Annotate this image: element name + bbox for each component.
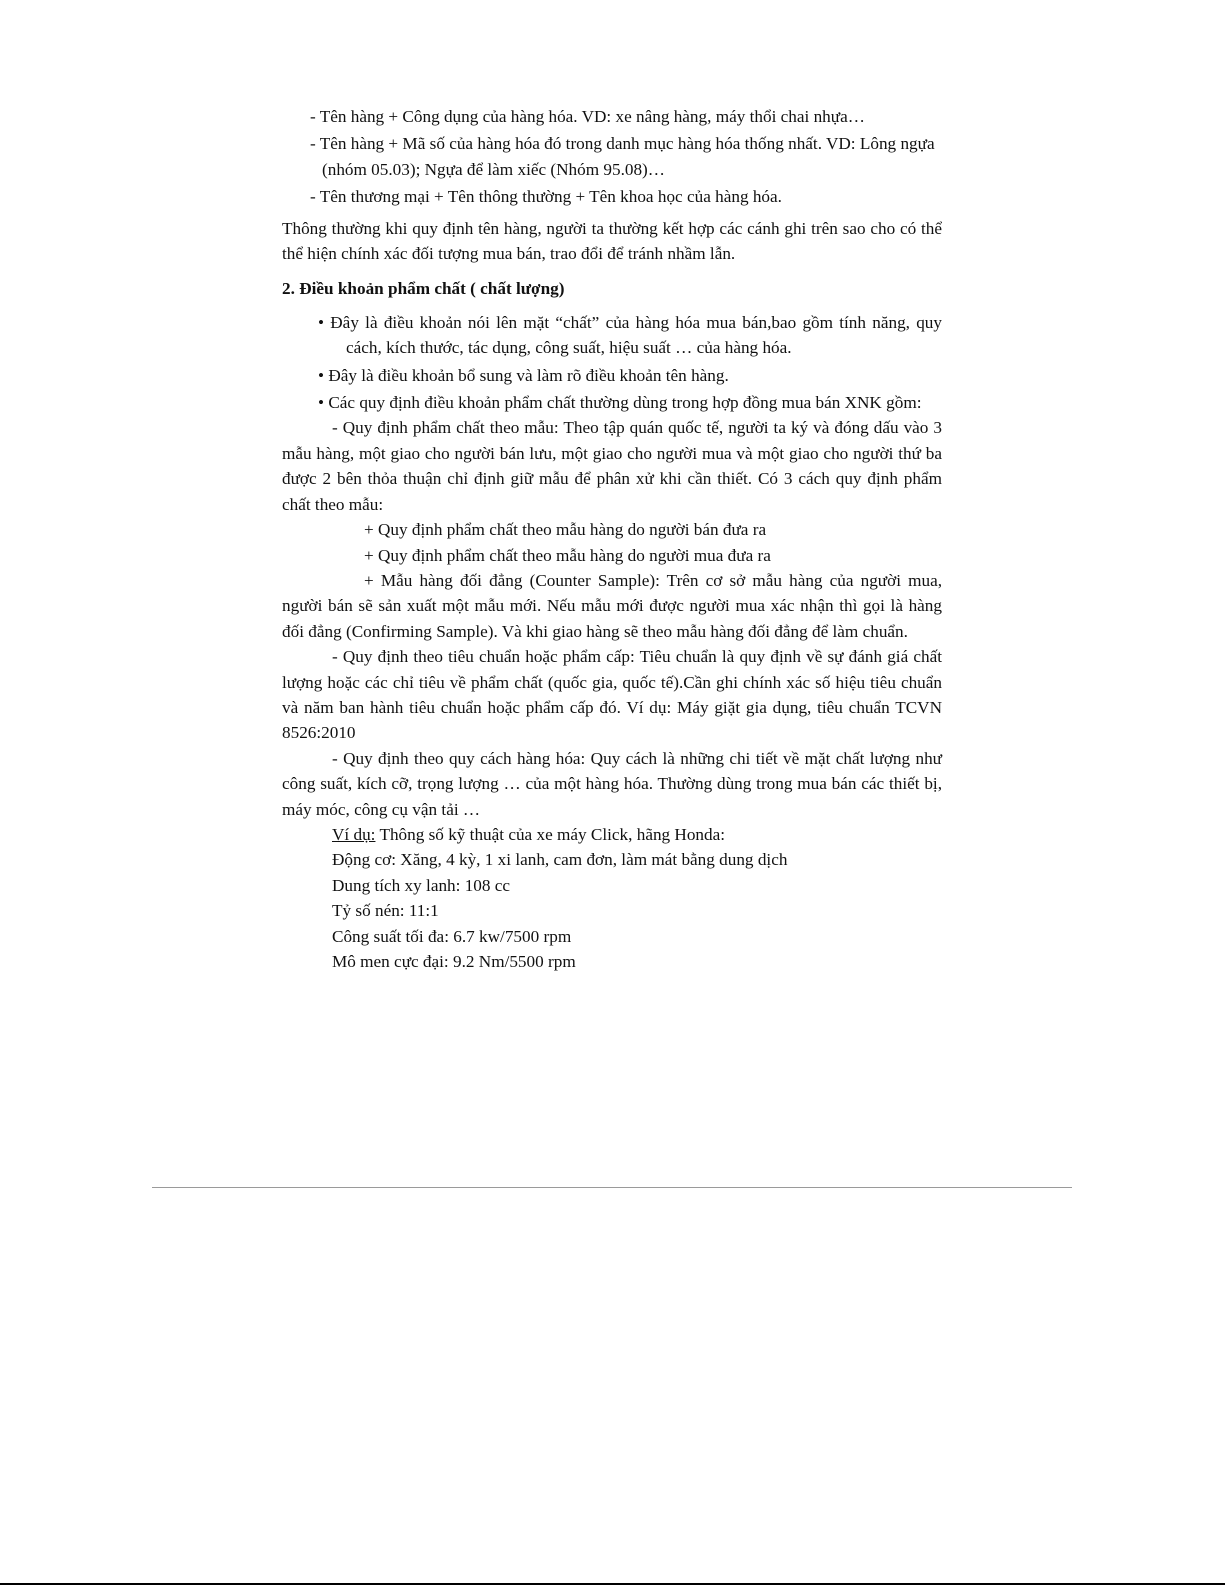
spec-line: Công suất tối đa: 6.7 kw/7500 rpm (332, 926, 572, 946)
spec-rule-paragraph: - Quy định theo quy cách hàng hóa: Quy cách là những chi tiết về mặt chất lượng như công suất, kích cỡ, trọng lượng … của một hàng hóa. Thường dùng trong mua bán các thiết bị, máy móc, công cụ vận tải … (282, 748, 942, 819)
bullet-item: • Đây là điều khoản nói lên mặt “chất” của hàng hóa mua bán,bao gồm tính năng, quy cách, kích thước, tác dụng, công suất, hiệu suất … của hàng hóa. (318, 312, 942, 358)
spec-line: Tỷ số nén: 11:1 (332, 901, 439, 921)
example-line (282, 822, 942, 847)
list-item: - Tên hàng + Mã số của hàng hóa đó trong danh mục hàng hóa thống nhất. VD: Lông ngựa (nhóm 05.03); Ngựa để làm xiếc (Nhóm 95.08)… (310, 134, 935, 179)
bullet-item: • Đây là điều khoản bổ sung và làm rõ điều khoản tên hàng. (318, 365, 729, 385)
sample-rule-paragraph: - Quy định phẩm chất theo mẫu: Theo tập quán quốc tế, người ta ký và đóng dấu vào 3 mẫu hàng, một giao cho người bán lưu, một giao cho người mua và một giao cho người thứ ba được 2 bên thỏa thuận chỉ định giữ mẫu để phân xử khi cần thiết. Có 3 cách quy định phẩm chất theo mẫu: (282, 418, 942, 514)
list-item: - Tên hàng + Công dụng của hàng hóa. VD: xe nâng hàng, máy thổi chai nhựa… (310, 107, 865, 126)
bullet-item: • Các quy định điều khoản phẩm chất thường dùng trong hợp đồng mua bán XNK gồm: (318, 393, 922, 413)
sample-method-item: + Quy định phẩm chất theo mẫu hàng do người mua đưa ra (364, 545, 771, 565)
standard-rule-paragraph: - Quy định theo tiêu chuẩn hoặc phẩm cấp: Tiêu chuẩn là quy định về sự đánh giá chất lượng hoặc các chỉ tiêu về phẩm chất (quốc gia, quốc tế).Cần ghi chính xác số hiệu tiêu chuẩn và năm ban hành tiêu chuẩn hoặc phẩm cấp đó. Ví dụ: Máy giặt gia dụng, tiêu chuẩn TCVN 8526:2010 (282, 647, 942, 743)
intro-paragraph: Thông thường khi quy định tên hàng, người ta thường kết hợp các cánh ghi trên sao cho có thể thể hiện chính xác đối tượng mua bán, trao đổi để tránh nhầm lẫn. (282, 218, 942, 264)
spec-line: Dung tích xy lanh: 108 cc (332, 875, 511, 895)
example-label: Ví dụ: (332, 824, 376, 844)
spec-line: Mô men cực đại: 9.2 Nm/5500 rpm (332, 952, 576, 971)
sample-method-item: + Quy định phẩm chất theo mẫu hàng do người bán đưa ra (364, 520, 767, 540)
page-divider (152, 1187, 1072, 1188)
spec-line: Động cơ: Xăng, 4 kỳ, 1 xi lanh, cam đơn, làm mát bằng dung dịch (332, 850, 788, 870)
counter-sample-paragraph: + Mẫu hàng đối đẳng (Counter Sample): Trên cơ sở mẫu hàng của người mua, người bán sẽ sản xuất một mẫu mới. Nếu mẫu mới được người mua xác nhận thì gọi là hàng đối đẳng (Confirming Sample). Và khi giao hàng sẽ theo mẫu hàng đối đẳng để làm chuẩn. (282, 570, 942, 641)
example-text: Thông số kỹ thuật của xe máy Click, hãng Honda: (375, 824, 726, 844)
section-heading: 2. Điều khoản phẩm chất ( chất lượng) (282, 279, 565, 299)
document-page (282, 104, 942, 974)
list-item: - Tên thương mại + Tên thông thường + Tên khoa học của hàng hóa. (310, 187, 782, 207)
